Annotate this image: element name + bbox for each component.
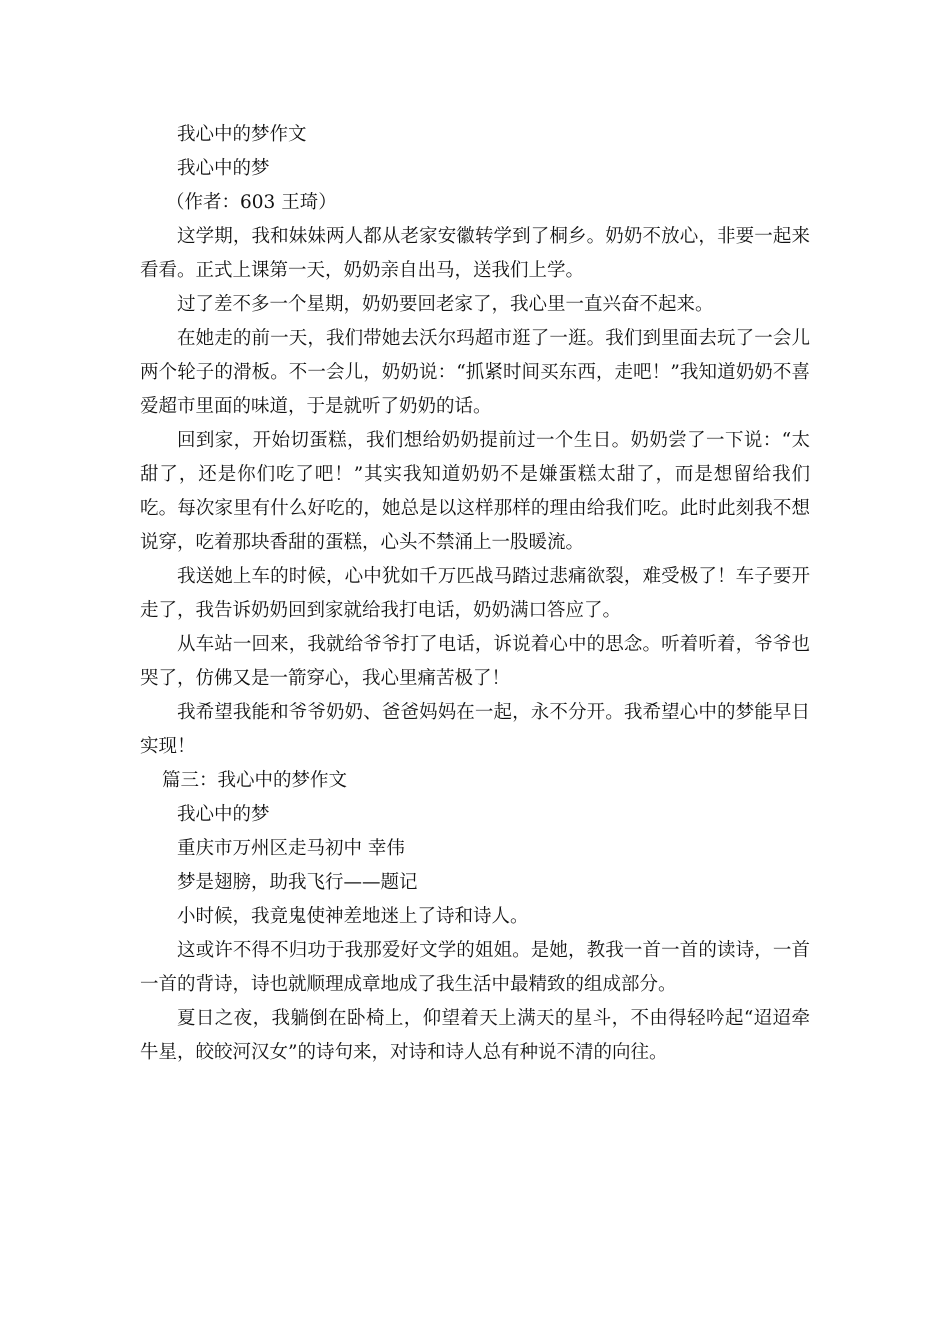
body-paragraph: 我送她上车的时候，心中犹如千万匹战马踏过悲痛欲裂，难受极了！车子要开走了，我告诉奶奶回到家就给我打电话，奶奶满口答应了。 (140, 566, 810, 621)
essay-subtitle: 我心中的梦 (177, 158, 270, 179)
body-paragraph: 从车站一回来，我就给爷爷打了电话，诉说着心中的思念。听着听着，爷爷也哭了，仿佛又是一箭穿心，我心里痛苦极了！ (140, 634, 810, 689)
body-paragraph: 在她走的前一天，我们带她去沃尔玛超市逛了一逛。我们到里面去玩了一会儿两个轮子的滑板。不一会儿，奶奶说：“抓紧时间买东西，走吧！”我知道奶奶不喜爱超市里面的味道，于是就听了奶奶的话。 (140, 328, 810, 417)
section-title: 我心中的梦 (177, 804, 270, 825)
epigraph: 梦是翅膀，助我飞行——题记 (177, 872, 418, 893)
body-paragraph: 这或许不得不归功于我那爱好文学的姐姐。是她，教我一首一首的读诗，一首一首的背诗，诗也就顺理成章地成了我生活中最精致的组成部分。 (140, 940, 810, 995)
author-line: 重庆市万州区走马初中 幸伟 (177, 838, 405, 859)
body-paragraph: 夏日之夜，我躺倒在卧椅上，仰望着天上满天的星斗，不由得轻吟起“迢迢牵牛星，皎皎河汉女”的诗句来，对诗和诗人总有种说不清的向往。 (140, 1008, 810, 1063)
body-paragraph: 小时候，我竟鬼使神差地迷上了诗和诗人。 (177, 906, 529, 927)
body-paragraph: 回到家，开始切蛋糕，我们想给奶奶提前过一个生日。奶奶尝了一下说：“太甜了，还是你们吃了吧！”其实我知道奶奶不是嫌蛋糕太甜了，而是想留给我们吃。每次家里有什么好吃的，她总是以这样那样的理由给我们吃。此时此刻我不想说穿，吃着那块香甜的蛋糕，心头不禁涌上一股暖流。 (140, 430, 810, 553)
section-heading: 篇三：我心中的梦作文 (162, 770, 348, 791)
body-paragraph: 过了差不多一个星期，奶奶要回老家了，我心里一直兴奋不起来。 (177, 294, 714, 315)
body-paragraph: 这学期，我和妹妹两人都从老家安徽转学到了桐乡。奶奶不放心，非要一起来看看。正式上课第一天，奶奶亲自出马，送我们上学。 (140, 226, 810, 281)
document-body (140, 118, 810, 1070)
body-paragraph: 我希望我能和爷爷奶奶、爸爸妈妈在一起，永不分开。我希望心中的梦能早日实现！ (140, 702, 810, 757)
author-line: （作者：603 王琦） (166, 192, 337, 213)
essay-title: 我心中的梦作文 (177, 124, 307, 145)
